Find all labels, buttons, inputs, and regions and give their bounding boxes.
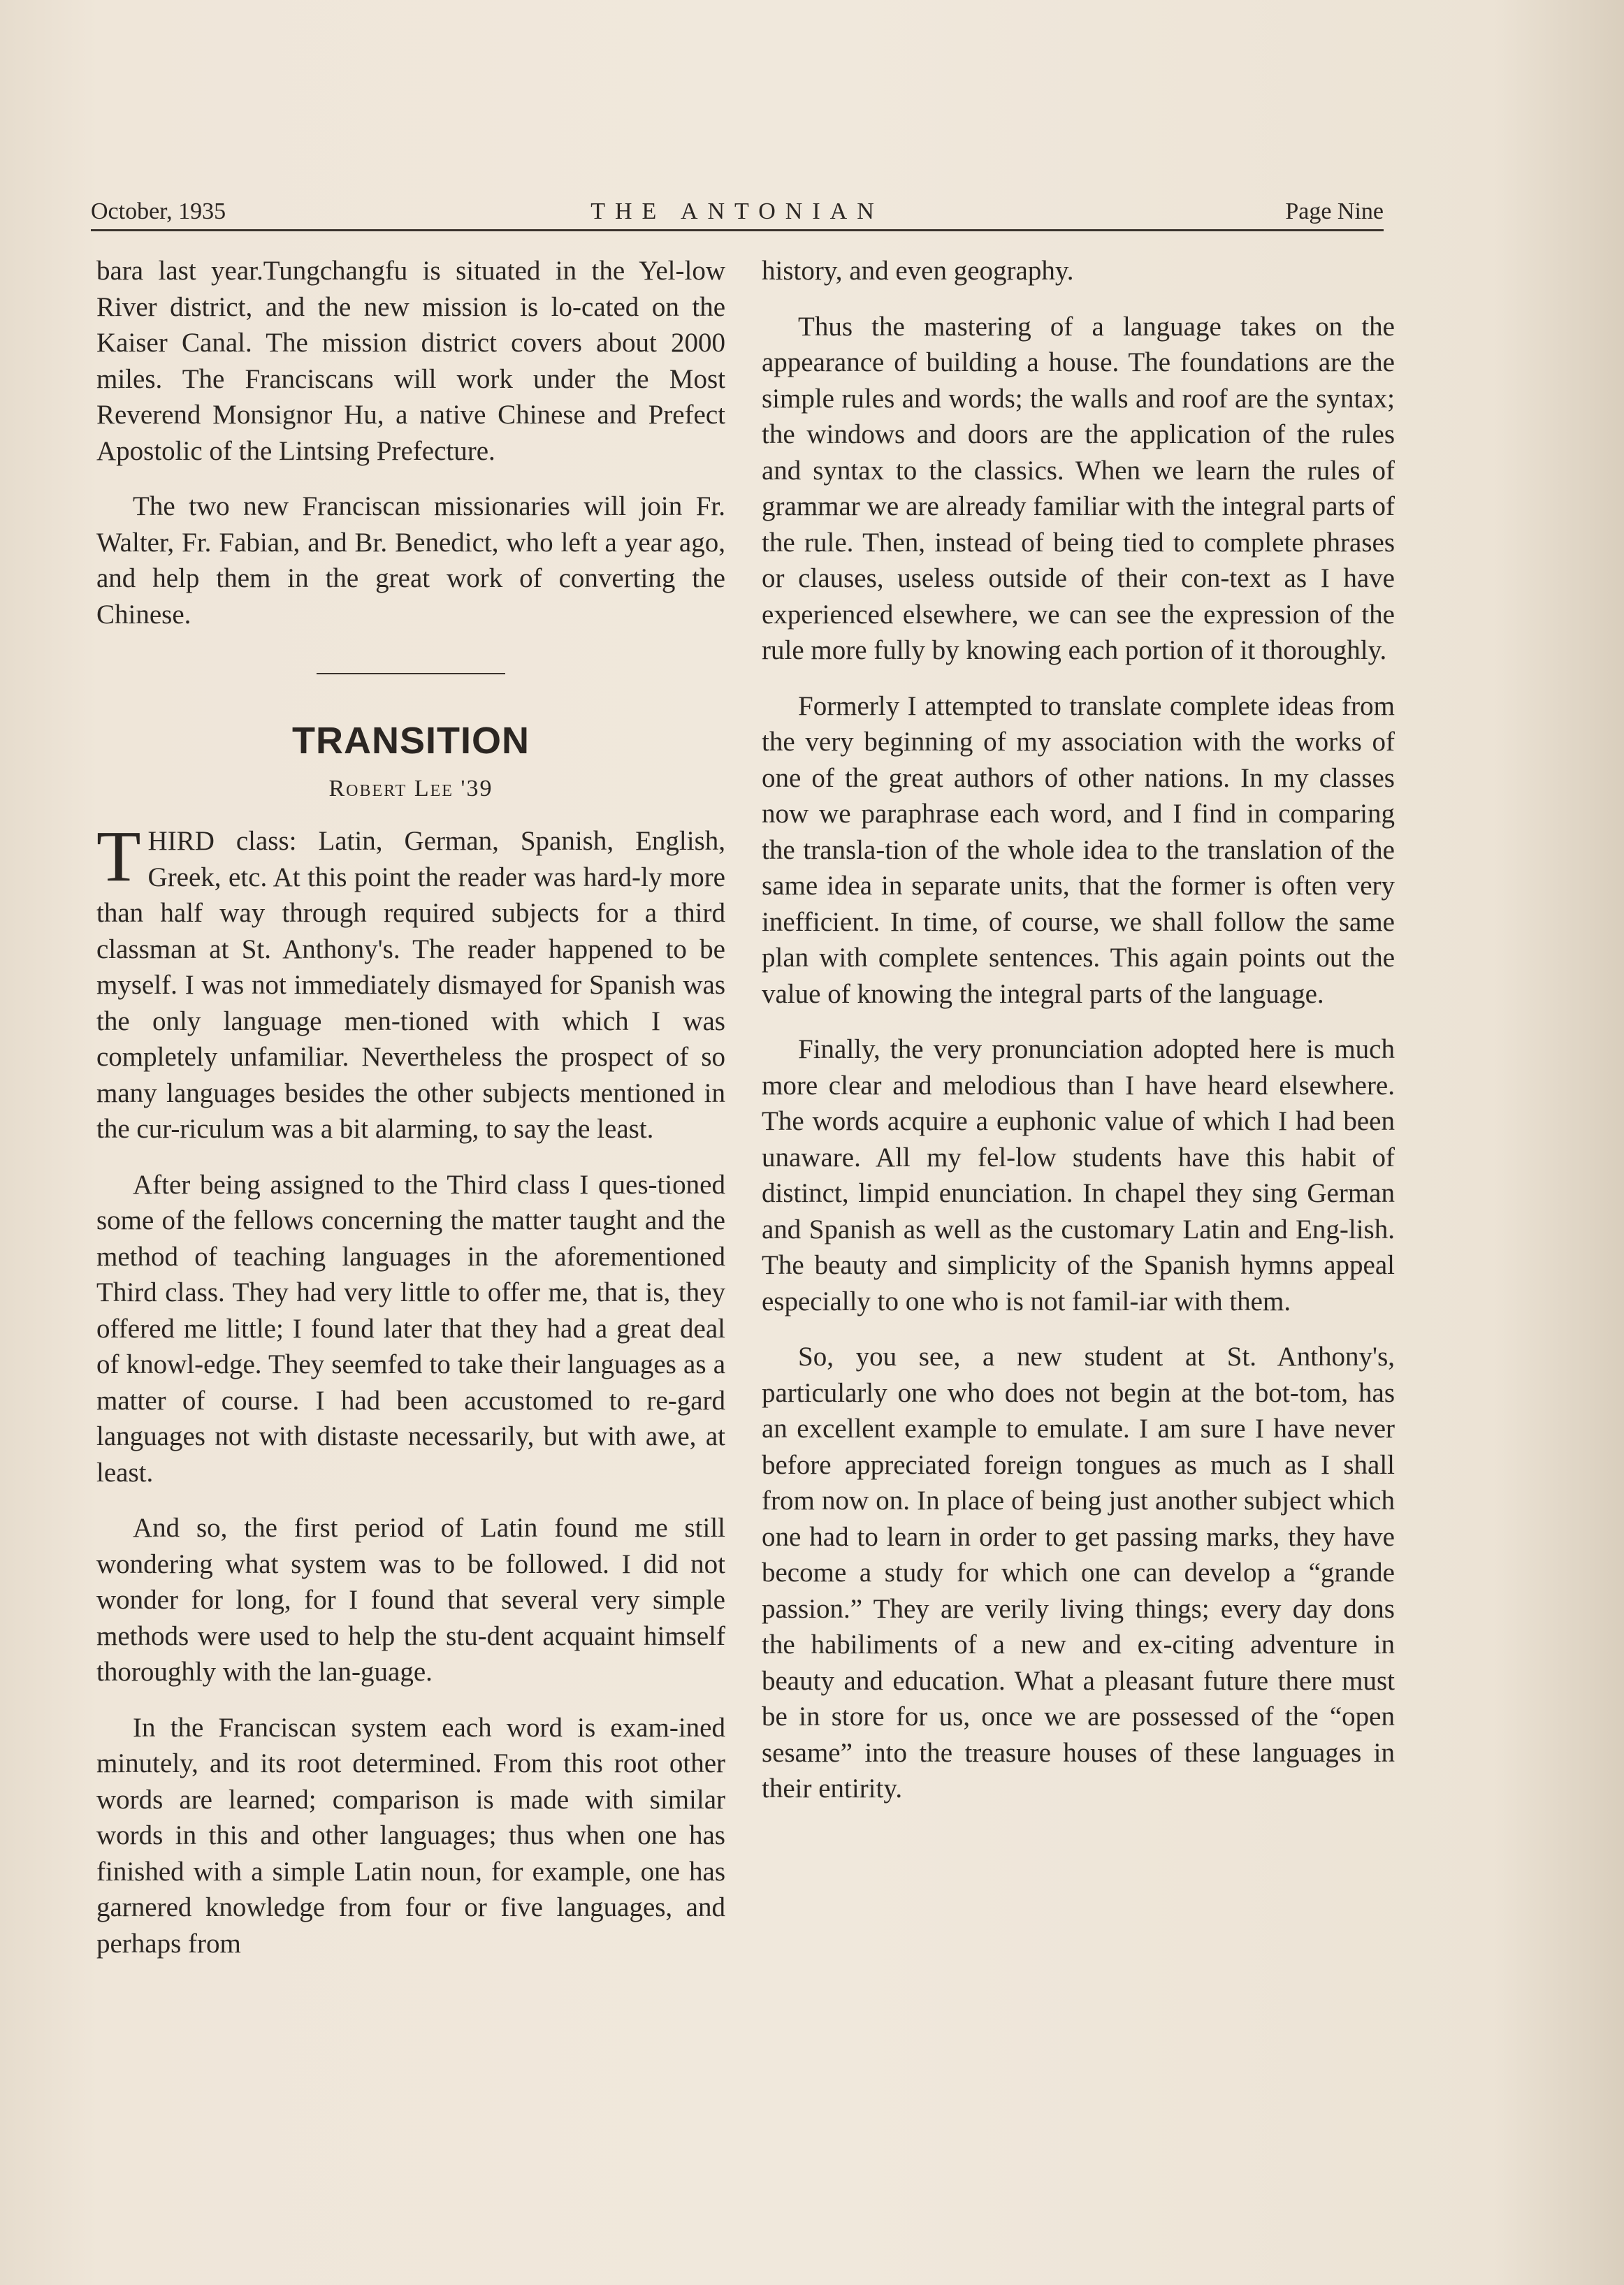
header-page-number: Page Nine — [1285, 198, 1384, 224]
header-date: October, 1935 — [91, 198, 226, 224]
paragraph: So, you see, a new student at St. Anthony's, particularly one who does not begin at the bot-tom, has an excellent example to emulate. I am sure I have never before appreciated foreign tongues as much as I shall from now on. In place of being just another subject which one had to learn in order to get passing marks, they have become a study for which one can develop a “grande passion.” They are verily living things; every day dons the habiliments of a new and ex-citing adventure in beauty and education. What a pleasant future there must be in store for us, once we are possessed of the “open sesame” into the treasure houses of these languages in their entirity. — [762, 1342, 1395, 1804]
page-header — [91, 196, 1384, 231]
paragraph: And so, the first period of Latin found me still wondering what system was to be followed. I did not wonder for long, for I found that several very simple methods were used to help the stu-dent acquaint himself thoroughly with the lan-guage. — [96, 1513, 725, 1687]
paragraph: After being assigned to the Third class I ques-tioned some of the fellows concerning the matter taught and the method of teaching languages in the aforementioned Third class. They had very little to offer me, that is, they offered me little; I found later that they had a great deal of knowl-edge. They seemfed to take their languages as a matter of course. I had been accustomed to re-gard languages not with distaste necessarily, but with awe, at least. — [96, 1169, 725, 1488]
article-byline: Robert Lee '39 — [328, 775, 493, 801]
first-paragraph — [96, 816, 725, 1147]
section-divider — [317, 673, 505, 674]
header-publication-title: THE ANTONIAN — [590, 198, 884, 224]
drop-cap: T — [96, 816, 141, 897]
continued-paragraph: history, and even geography. — [762, 256, 1074, 286]
paragraph: Formerly I attempted to translate complete ideas from the very beginning of my association with the works of one of the great authors of other nations. In my classes now we paraphrase each word, and I find in comparing the transla-tion of the whole idea to the translation of the same idea in separate units, that the former is often very inefficient. In time, of course, we shall follow the same plan with complete sentences. This again points out the value of knowing the integral parts of the language. — [762, 690, 1395, 1009]
paragraph: Thus the mastering of a language takes on the appearance of building a house. The foundations are the simple rules and words; the walls and roof are the syntax; the windows and doors are the application of the rules and syntax to the classics. When we learn the rules of grammar we are already familiar with the integral parts of the rule. Then, instead of being tied to complete phrases or clauses, useless outside of their con-text as I have experienced elsewhere, we can see the expression of the rule more fully by knowing each portion of it thoroughly. — [762, 311, 1395, 665]
paragraph: Finally, the very pronunciation adopted here is much more clear and melodious than I have heard elsewhere. The words acquire a euphonic value of which I had been unaware. All my fel-low students have this habit of distinct, limpid enunciation. In chapel they sing German and Spanish as well as the customary Latin and Eng-lish. The beauty and simplicity of the Spanish hymns appeal especially to one who is not famil-iar with them. — [762, 1034, 1395, 1316]
article-title: TRANSITION — [292, 720, 530, 762]
left-column — [96, 253, 725, 1981]
first-paragraph-text: HIRD class: Latin, German, Spanish, English, Greek, etc. At this point the reader was hard-ly more than half way through required subjects for a third classman at St. Anthony's. The reader happened to be myself. I was not immediately dismayed for Spanish was the only language men-tioned with which I was completely unfamiliar. Nevertheless the prospect of so many languages besides the other subjects mentioned in the cur-riculum was a bit alarming, to say the least. — [96, 826, 725, 1144]
paragraph: In the Franciscan system each word is exam-ined minutely, and its root determined. From this root other words are learned; comparison is made with similar words in this and other languages; thus when one has finished with a simple Latin noun, for example, one has garnered knowledge from four or five languages, and perhaps from — [96, 1712, 725, 1959]
right-column — [762, 253, 1395, 1827]
continued-paragraph: bara last year.Tungchangfu is situated in the Yel-low River district, and the new mission is lo-cated on the Kaiser Canal. The mission district covers about 2000 miles. The Franciscans will work under the Most Reverend Monsignor Hu, a native Chinese and Prefect Apostolic of the Lintsing Prefecture. — [96, 256, 725, 466]
paragraph: The two new Franciscan missionaries will join Fr. Walter, Fr. Fabian, and Br. Benedict, who left a year ago, and help them in the great work of converting the Chinese. — [96, 491, 725, 630]
